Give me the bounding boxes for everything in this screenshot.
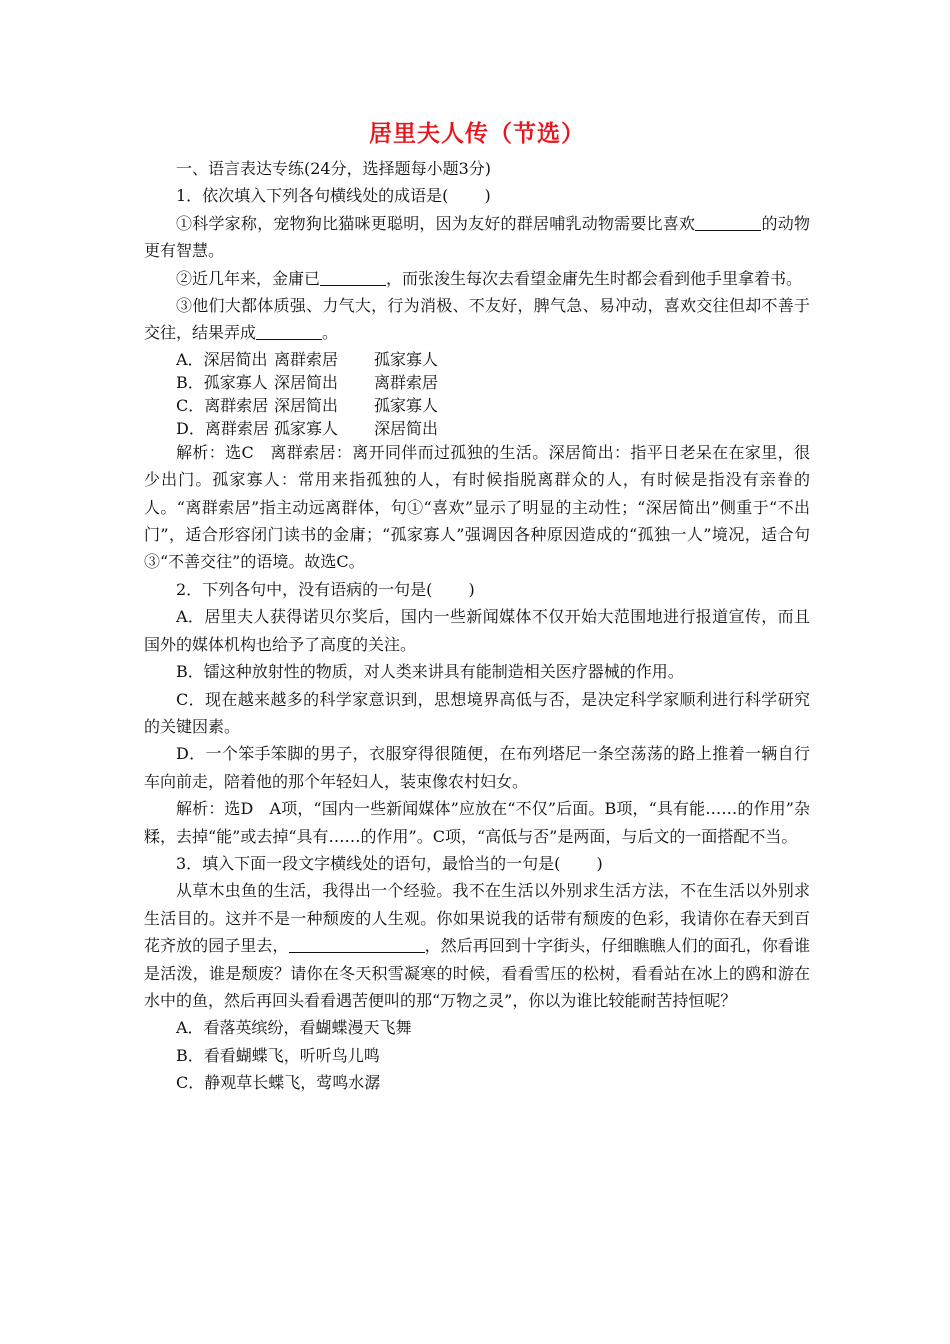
question-2-option-c: C．现在越来越多的科学家意识到，思想境界高低与否，是决定科学家顺利进行科学研究的关键因素。 (144, 689, 810, 736)
question-3-stem: 3．填入下面一段文字横线处的语句，最恰当的一句是( ) (176, 853, 603, 873)
question-3-passage: 从草木虫鱼的生活，我得出一个经验。我不在生活以外别求生活方法，不在生活以外别求生活目的。这并不是一种颓废的人生观。你如果说我的话带有颓废的色彩，我请你在春天到百花齐放的园子里去， ，然后再回到十字街头，仔细瞧瞧人们的面孔，你看谁是活泼，谁是颓废？请你在冬天积雪凝寒的时候，看看雪压的松树，看看站在冰上的鸥和游在水中的鱼，然后再回头看看遇苦便叫的那“万物之灵”，你以为谁比较能耐苦持恒呢？ (144, 881, 810, 1010)
question-2-option-d: D．一个笨手笨脚的男子，衣服穿得很随便，在布列塔尼一条空荡荡的路上推着一辆自行车向前走，陪着他的那个年轻妇人，装束像农村妇女。 (144, 744, 810, 791)
question-1-analysis: 解析：选C 离群索居：离开同伴而过孤独的生活。深居简出：指平日老呆在在家里，很少出门。孤家寡人：常用来指孤独的人，有时候指脱离群众的人，有时候是指没有亲眷的人。“离群索居”指主动远离群体，句①“喜欢”显示了明显的主动性；“深居简出”侧重于“不出门”，适合形容闭门读书的金庸；“孤家寡人”强调因各种原因造成的“孤独一人”境况，适合句③“不善交往”的语境。故选C。 (144, 442, 810, 572)
question-3-option-b: B．看看蝴蝶飞，听听鸟儿鸣 (176, 1045, 380, 1065)
question-1-option-c: C．离群索居 深居简出 孤家寡人 (176, 395, 439, 415)
question-1-option-d: D．离群索居 孤家寡人 深居简出 (176, 418, 439, 438)
question-1-option-b: B．孤家寡人 深居简出 离群索居 (176, 372, 439, 392)
question-1-sentence-3: ③他们大都体质强、力气大，行为消极、不友好，脾气急、易冲动，喜欢交往但却不善于交往，结果弄成 。 (144, 296, 810, 343)
fill-blank (256, 323, 322, 340)
fill-blank (320, 269, 386, 286)
question-3-option-c: C．静观草长蝶飞，莺鸣水潺 (176, 1073, 381, 1093)
question-2-option-a: A．居里夫人获得诺贝尔奖后，国内一些新闻媒体不仅开始大范围地进行报道宣传，而且国外的媒体机构也给予了高度的关注。 (144, 607, 810, 654)
question-1-sentence-2: ②近几年来，金庸已 ，而张浚生每次去看望金庸先生时都会看到他手里拿着书。 (176, 268, 803, 288)
document-title: 居里夫人传（节选） (369, 120, 585, 147)
question-1-sentence-1: ①科学家称，宠物狗比猫咪更聪明，因为友好的群居哺乳动物需要比喜欢 的动物更有智慧。 (144, 213, 810, 261)
question-2-analysis: 解析：选D A项，“国内一些新闻媒体”应放在“不仅”后面。B项，“具有能……的作用”杂糅，去掉“能”或去掉“具有……的作用”。C项，“高低与否”是两面，与后文的一面搭配不当。 (144, 799, 810, 846)
question-2-option-b: B．镭这种放射性的物质，对人类来讲具有能制造相关医疗器械的作用。 (176, 662, 684, 682)
question-1-stem: 1．依次填入下列各句横线处的成语是( ) (176, 186, 491, 206)
section-heading: 一、语言表达专练(24分，选择题每小题3分) (176, 159, 492, 178)
question-3-option-a: A．看落英缤纷，看蝴蝶漫天飞舞 (176, 1018, 412, 1038)
question-1-option-a: A．深居简出 离群索居 孤家寡人 (176, 349, 439, 369)
fill-blank (695, 214, 761, 231)
question-2-stem: 2．下列各句中，没有语病的一句是( ) (176, 579, 475, 599)
fill-blank (289, 936, 425, 953)
